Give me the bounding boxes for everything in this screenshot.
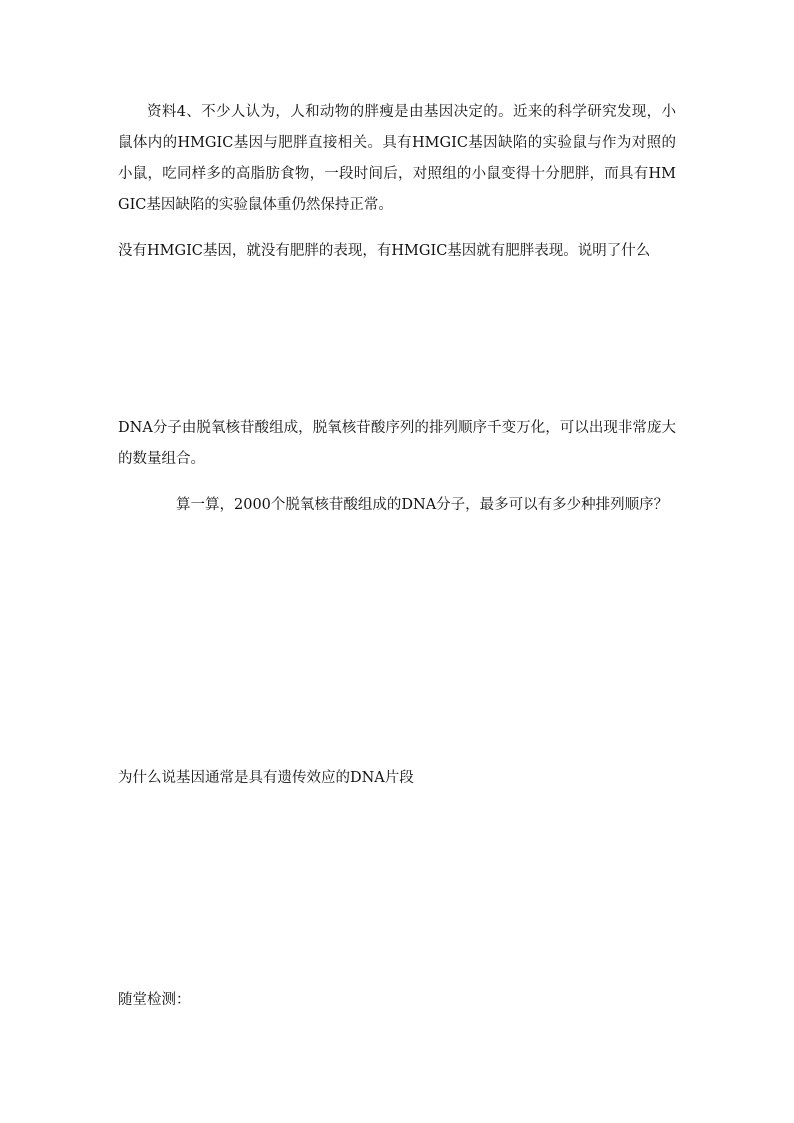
hmgic-question: 没有HMGIC基因，就没有肥胖的表现，有HMGIC基因就有肥胖表现。说明了什么: [118, 243, 651, 259]
material-4-paragraph: 资料4、不少人认为，人和动物的胖瘦是由基因决定的。近来的科学研究发现，小鼠体内的HMGIC基因与肥胖直接相关。具有HMGIC基因缺陷的实验鼠与作为对照的小鼠，吃同样多的高脂肪食物，一段时间后，对照组的小鼠变得十分肥胖，而具有HMGIC基因缺陷的实验鼠体重仍然保持正常。: [118, 104, 676, 213]
dna-statement-paragraph: DNA分子由脱氧核苷酸组成，脱氧核苷酸序列的排列顺序千变万化，可以出现非常庞大的数量组合。: [118, 420, 676, 467]
calculation-question: 算一算，2000个脱氧核苷酸组成的DNA分子，最多可以有多少种排列顺序？: [176, 497, 669, 513]
quiz-heading: 随堂检测：: [118, 992, 191, 1008]
gene-definition-question: 为什么说基因通常是具有遗传效应的DNA片段: [118, 770, 414, 786]
